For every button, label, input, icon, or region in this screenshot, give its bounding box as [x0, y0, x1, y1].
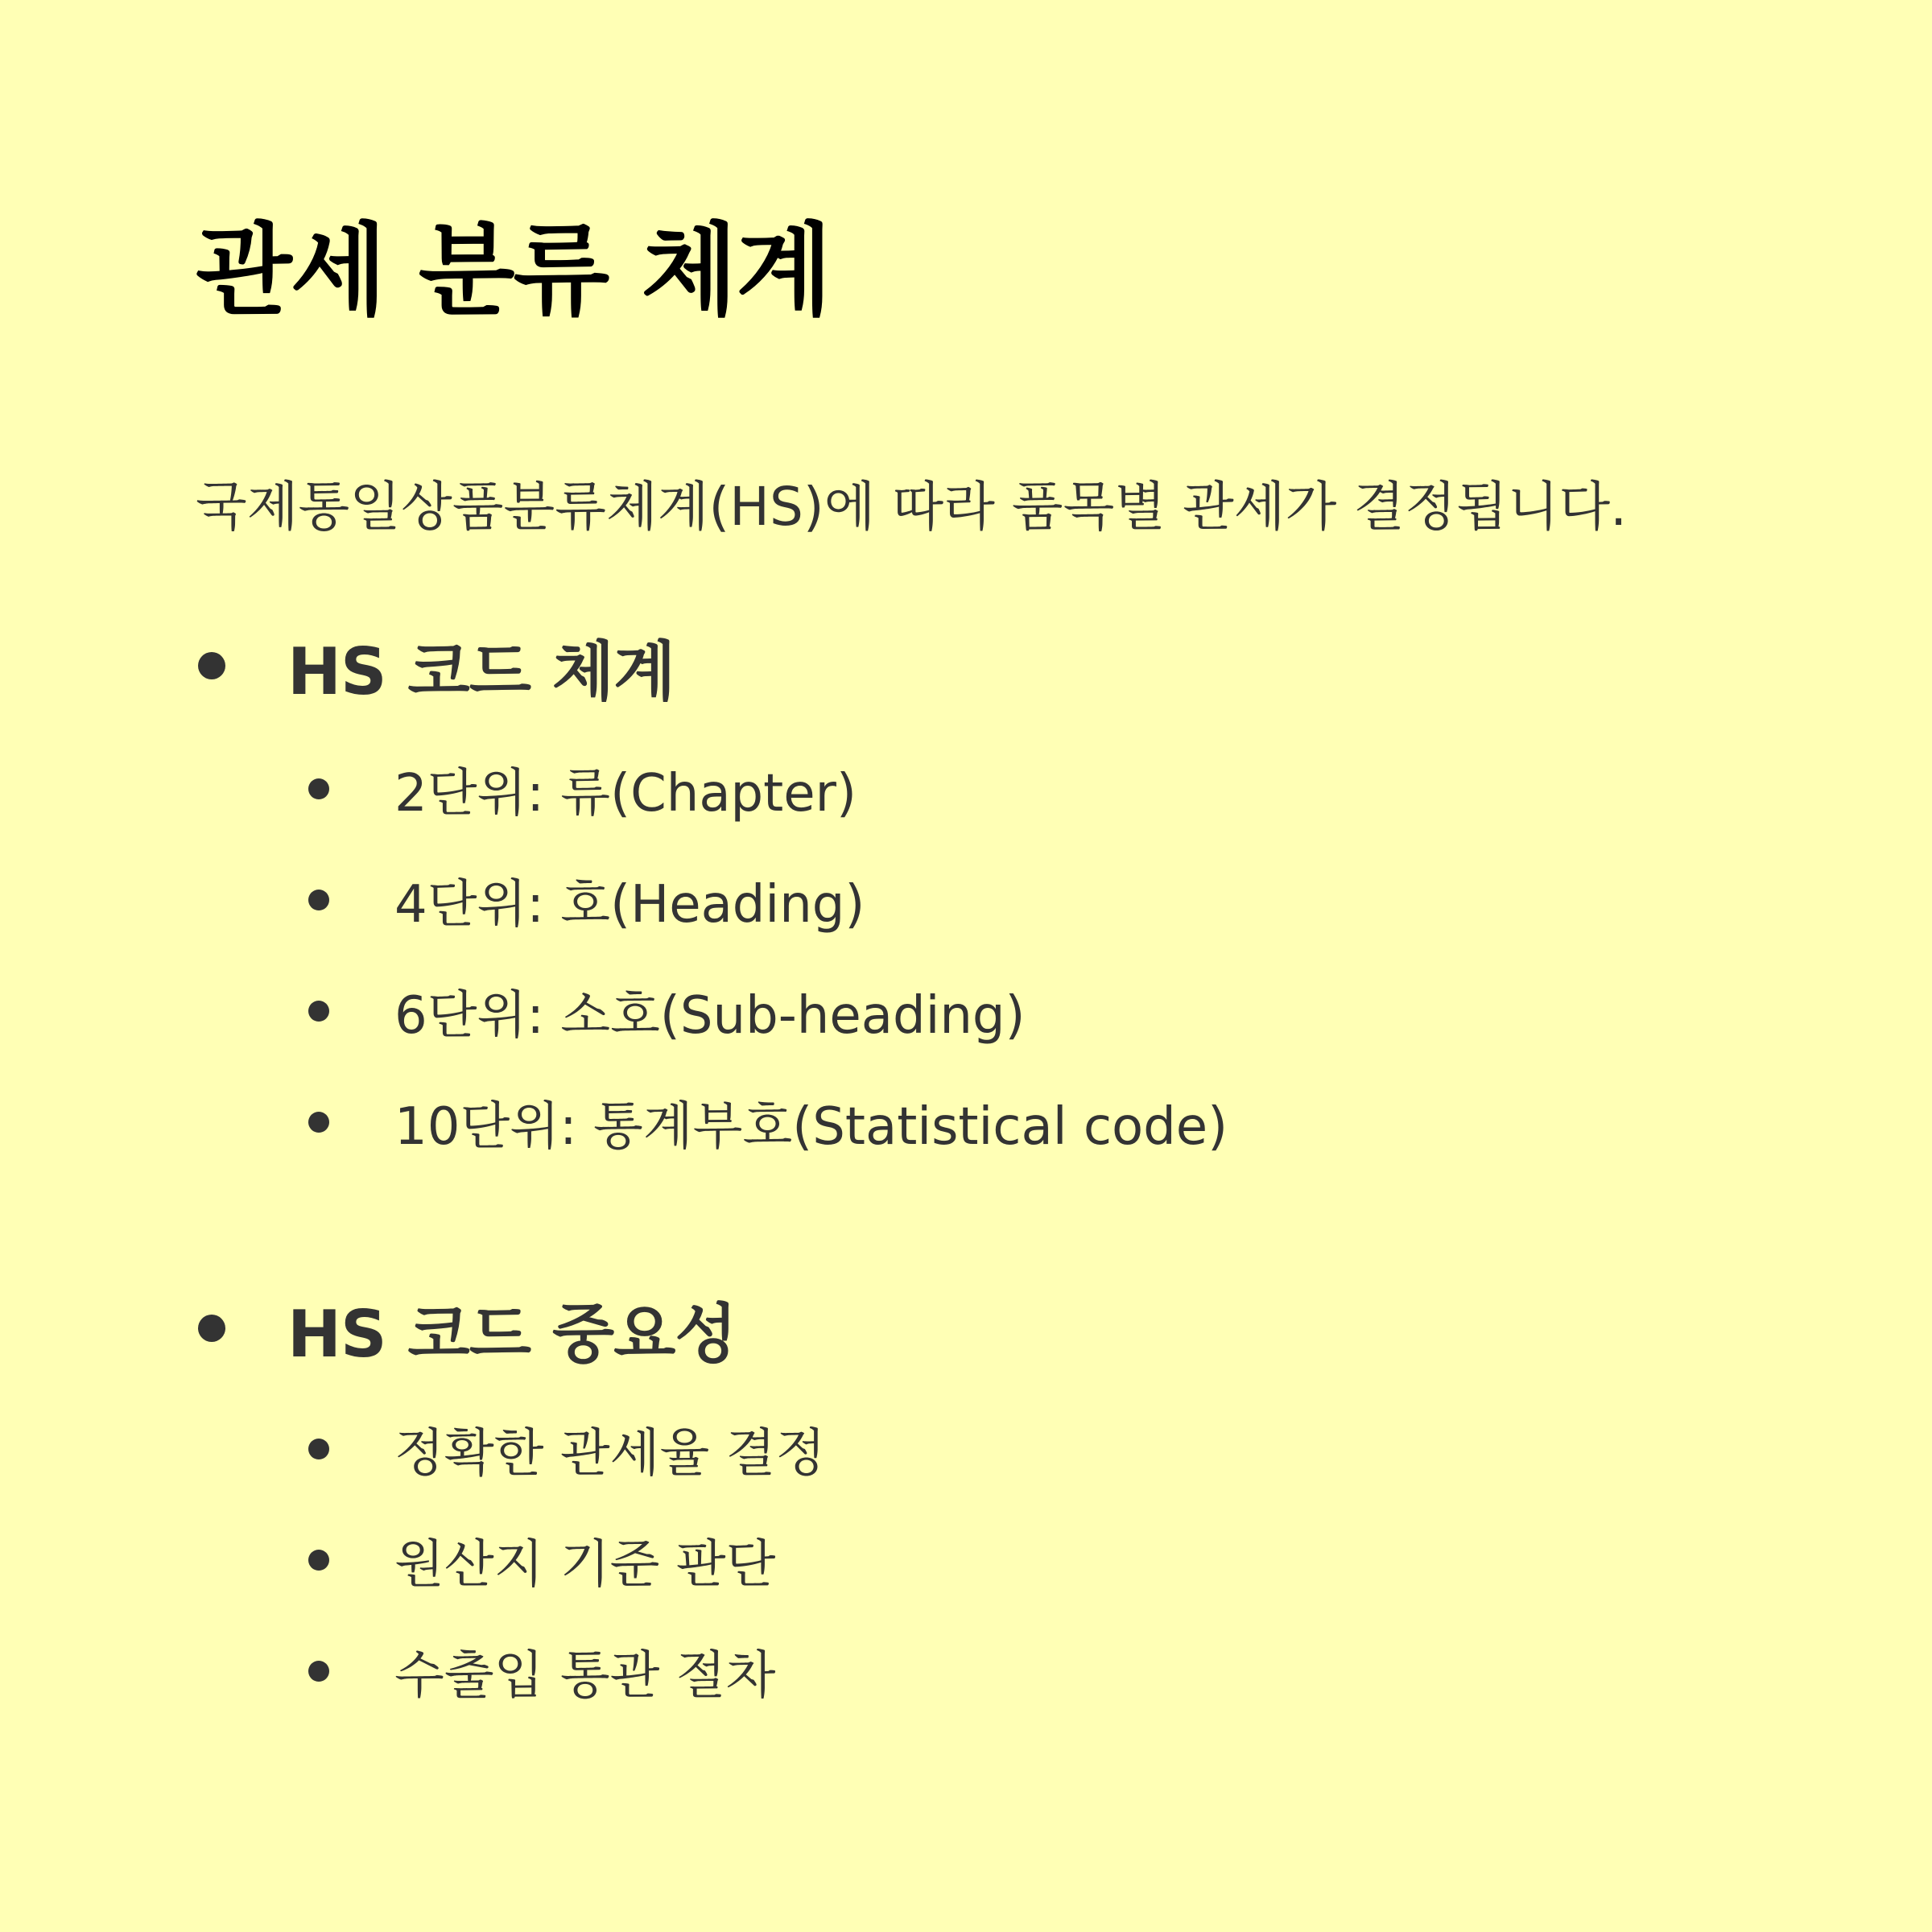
bullet-icon: [308, 1661, 329, 1682]
list-item-label: 2단위: 류(Chapter): [394, 764, 857, 824]
list-item-label: 수출입 통관 절차: [394, 1646, 776, 1706]
list-item-label: 원산지 기준 판단: [394, 1535, 776, 1595]
bullet-icon: [308, 1439, 329, 1459]
list-item: [308, 1086, 1228, 1158]
list-item: [308, 1524, 775, 1596]
section-heading-hs-code-structure: [196, 625, 675, 709]
list-item: [308, 1635, 775, 1707]
list-item-label: 정확한 관세율 결정: [394, 1424, 826, 1484]
bullet-icon: [198, 1315, 225, 1342]
section-heading-label: HS 코드 중요성: [287, 1296, 737, 1372]
list-item: [308, 1413, 825, 1485]
bullet-icon: [308, 1112, 329, 1133]
list-item: [308, 753, 857, 825]
list-item-label: 4단위: 호(Heading): [394, 875, 865, 935]
bullet-icon: [308, 1001, 329, 1022]
bullet-icon: [308, 890, 329, 910]
page-title: 관세 분류 체계: [196, 213, 832, 329]
bullet-icon: [308, 778, 329, 799]
list-item: [308, 975, 1026, 1047]
list-item-label: 10단위: 통계부호(Statistical code): [394, 1097, 1228, 1157]
section-heading-label: HS 코드 체계: [287, 634, 675, 709]
list-item: [308, 864, 865, 936]
page-subtitle: 국제통일상품분류체계(HS)에 따라 품목별 관세가 결정됩니다.: [196, 476, 1628, 538]
bullet-icon: [308, 1550, 329, 1571]
list-item-label: 6단위: 소호(Sub-heading): [394, 986, 1026, 1046]
bullet-icon: [198, 652, 225, 679]
section-heading-hs-code-importance: [196, 1288, 737, 1372]
